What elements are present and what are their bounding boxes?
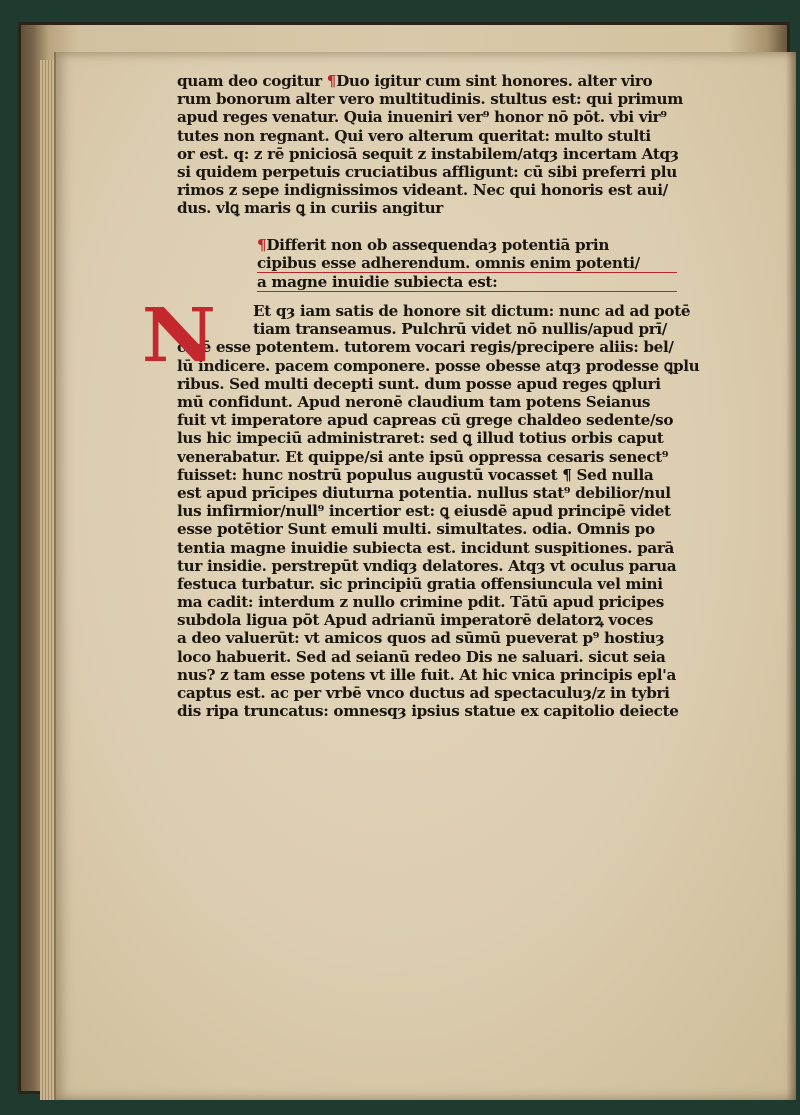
paragraph-two-line: tur insidie. perstrepūt vndiqȝ delatores. Atqȝ vt oculus parua bbox=[177, 556, 677, 575]
red-initial-letter: N bbox=[141, 293, 216, 380]
chapter-heading bbox=[177, 236, 677, 293]
paragraph-two-line: tentia magne inuidie subiecta est. incidunt suspitiones. parā bbox=[177, 538, 675, 557]
pilcrow-mark: ¶ bbox=[257, 235, 267, 254]
page-edges bbox=[40, 60, 54, 1100]
paragraph-two-line: esse potētior Sunt emuli multi. simultates. odia. Omnis po bbox=[177, 520, 655, 539]
text-run: quam deo cogitur bbox=[177, 72, 327, 90]
heading-line: cipibus esse adherendum. omnis enim potenti/ bbox=[257, 254, 677, 273]
paragraph-one-line bbox=[177, 72, 717, 90]
text-run: Differit non ob assequendaȝ potentiā prin bbox=[266, 235, 610, 254]
paragraph-two-line: ribus. Sed multi decepti sunt. dum posse apud reges ꝗpluri bbox=[177, 374, 661, 393]
paragraph-one-line: rimos z sepe indignissimos videant. Nec qui honoris est aui/ bbox=[177, 181, 668, 200]
heading-line: a magne inuidie subiecta est: bbox=[257, 273, 677, 292]
paragraph-two-line: ma cadit: interdum z nullo crimine pdit. Tātū apud pricipes bbox=[177, 593, 664, 612]
paragraph-one bbox=[177, 72, 717, 218]
heading-line bbox=[257, 236, 677, 254]
paragraph-two-line: captus est. ac per vrbē vnco ductus ad spectaculuȝ/z in tybri bbox=[177, 684, 670, 702]
paragraph-two-line: Et qȝ iam satis de honore sit dictum: nunc ad ad potē bbox=[253, 302, 691, 321]
paragraph-two-line: tiam transeamus. Pulchrū videt nō nullis/apud prī/ bbox=[253, 320, 668, 339]
page-text bbox=[141, 72, 717, 721]
paragraph-one-line: tutes non regnant. Qui vero alterum queritat: multo stulti bbox=[177, 126, 651, 145]
paragraph-two-line: a deo valuerūt: vt amicos quos ad sūmū pueverat p⁹ hostiuȝ bbox=[177, 629, 665, 648]
text-run: Duo igitur cum sint honores. alter viro bbox=[336, 72, 653, 90]
paragraph-one-line: dus. vlꝗ maris ꝗ in curiis angitur bbox=[177, 199, 443, 218]
paragraph-two bbox=[141, 293, 717, 721]
paragraph-two-line: nus? z tam esse potens vt ille fuit. At hic vnica principis epl'a bbox=[177, 665, 676, 684]
paragraph-one-line: apud reges venatur. Quia inueniri ver⁹ honor nō pōt. vbi vir⁹ bbox=[177, 108, 667, 127]
paragraph-two-line: mū confidunt. Apud neronē claudium tam potens Seianus bbox=[177, 393, 651, 411]
paragraph-two-line: lus hic impeciū administraret: sed ꝗ illud totius orbis caput bbox=[177, 429, 664, 448]
paragraph-two-line: cipē esse potentem. tutorem vocari regis/precipere aliis: bel/ bbox=[177, 338, 674, 357]
paragraph-two-line: est apud prīcipes diuturna potentia. nullus stat⁹ debilior/nul bbox=[177, 483, 671, 502]
pilcrow-mark: ¶ bbox=[326, 72, 337, 90]
paragraph-two-line: fuisset: hunc nostrū populus augustū vocasset ¶ Sed nulla bbox=[177, 465, 654, 484]
paragraph-two-line: fuit vt imperatore apud capreas cū grege chaldeo sedente/so bbox=[177, 411, 674, 430]
paragraph-two-line: lus infirmior/null⁹ incertior est: ꝗ eiusdē apud principē videt bbox=[177, 502, 671, 521]
paragraph-two-line: festuca turbatur. sic principiū gratia offensiuncula vel mini bbox=[177, 574, 663, 593]
paragraph-two-line: venerabatur. Et quippe/si ante ipsū oppressa cesaris senect⁹ bbox=[177, 447, 669, 466]
paragraph-two-line: loco habuerit. Sed ad seianū redeo Dis ne saluari. sicut seia bbox=[177, 647, 666, 666]
gutter-shadow bbox=[786, 52, 796, 1100]
paragraph-one-line: si quidem perpetuis cruciatibus affligunt: cū sibi preferri plu bbox=[177, 162, 677, 181]
paragraph-two-line: subdola ligua pōt Apud adrianū imperatorē delatorꝝ voces bbox=[177, 611, 654, 630]
paragraph-two-line: dis ripa truncatus: omnesqȝ ipsius statue ex capitolio deiecte bbox=[177, 702, 679, 721]
paragraph-two-line: lū indicere. pacem componere. posse obesse atqȝ prodesse ꝗplu bbox=[177, 356, 700, 375]
paragraph-one-line: rum bonorum alter vero multitudinis. stultus est: qui primum bbox=[177, 90, 683, 109]
paragraph-one-line: or est. q: z rē pniciosā sequit z instabilem/atqȝ incertam Atqȝ bbox=[177, 144, 679, 163]
